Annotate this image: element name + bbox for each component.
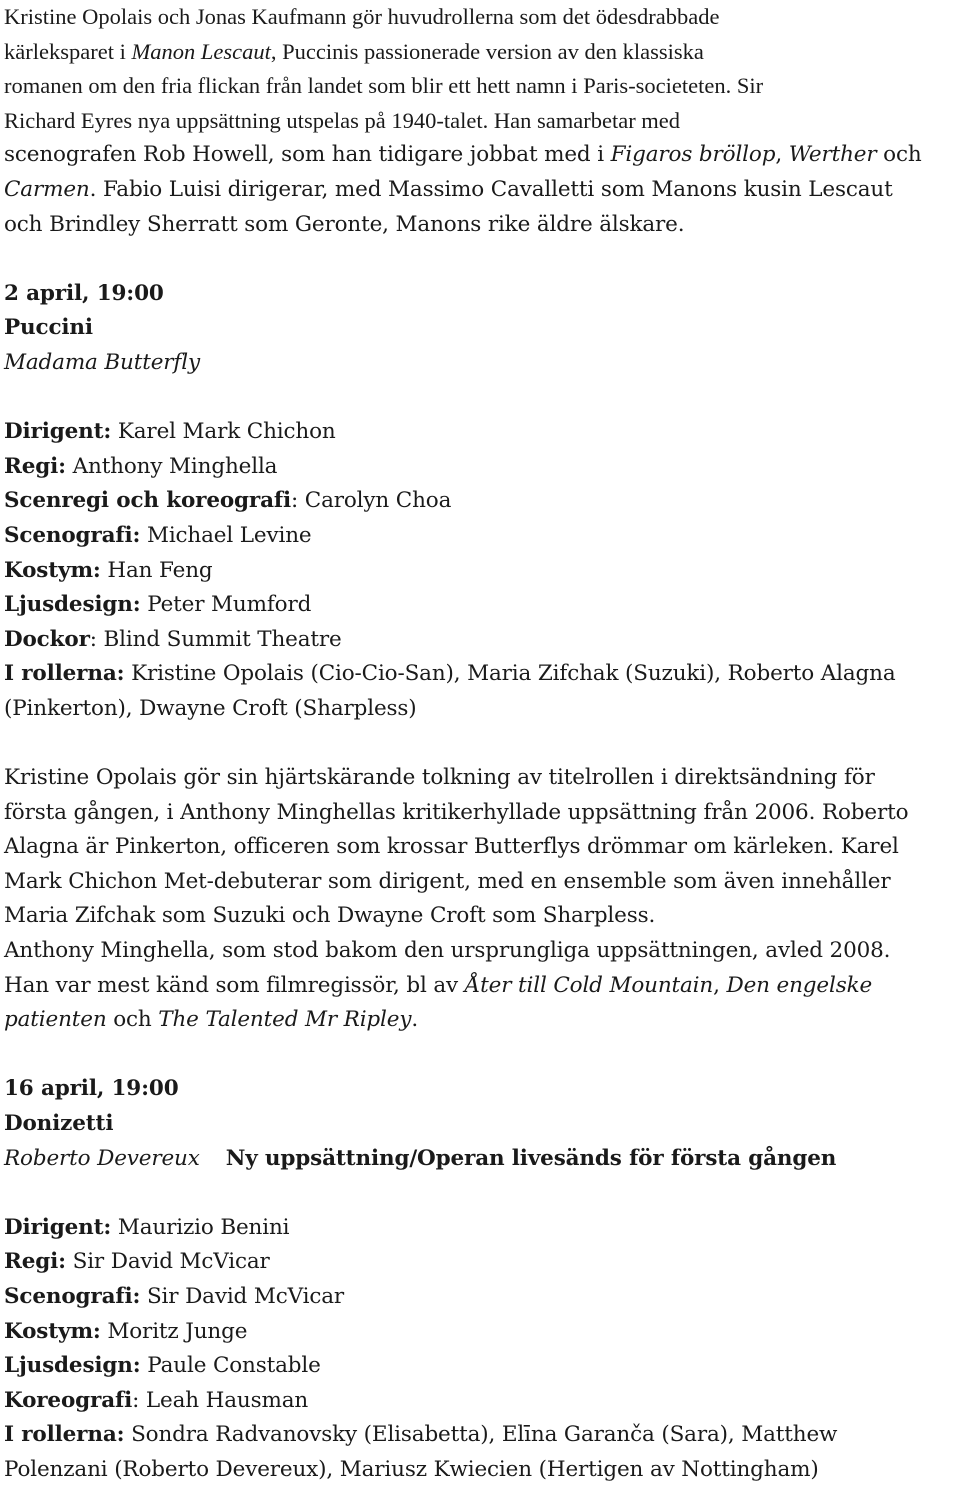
credit-line-cont: (Pinkerton), Dwayne Croft (Sharpless)	[4, 695, 417, 721]
credit-line	[4, 1418, 960, 1453]
text: ,	[713, 972, 727, 998]
credit-line-cont: Polenzani (Roberto Devereux), Mariusz Kwiecien (Hertigen av Nottingham)	[4, 1456, 819, 1482]
credit-label: I rollerna:	[4, 661, 125, 687]
desc-line	[4, 969, 960, 1004]
credit-value: : Blind Summit Theatre	[89, 626, 342, 652]
credit-value: Paule Constable	[140, 1353, 321, 1379]
credit-label: Kostym:	[4, 1318, 101, 1344]
credit-value: Maurizio Benini	[111, 1214, 290, 1240]
opera-title: Figaros bröllop	[610, 142, 776, 168]
intro-paragraph	[4, 0, 960, 242]
credit-label: Ljusdesign:	[4, 592, 141, 618]
intro-line	[4, 35, 960, 70]
credit-line	[4, 1349, 960, 1384]
intro-line	[4, 138, 960, 173]
credit-line	[4, 1315, 960, 1350]
credits-list	[4, 1211, 960, 1488]
film-title: Åter till Cold Mountain	[464, 972, 714, 998]
desc-line: Anthony Minghella, som stod bakom den ursprungliga uppsättningen, avled 2008.	[4, 938, 891, 964]
credit-line	[4, 588, 960, 623]
opera-title: Carmen	[4, 176, 90, 202]
credit-value: Sondra Radvanovsky (Elisabetta), Elīna Garanča (Sara), Matthew	[124, 1422, 838, 1448]
film-title: patienten	[4, 1007, 107, 1033]
credit-value: Kristine Opolais (Cio-Cio-San), Maria Zifchak (Suzuki), Roberto Alagna	[124, 661, 896, 687]
credit-value: Karel Mark Chichon	[111, 419, 336, 445]
date-text: 2 april, 19:00	[4, 280, 164, 306]
credit-line	[4, 1211, 960, 1246]
event-composer	[4, 1107, 960, 1142]
intro-line: romanen om den fria flickan från landet som blir ett hett namn i Paris-societeten. Sir	[4, 73, 764, 99]
film-title: Den engelske	[726, 972, 873, 998]
desc-line: Alagna är Pinkerton, officeren som krossar Butterflys drömmar om kärleken. Karel	[4, 834, 899, 860]
date-text: 16 april, 19:00	[4, 1076, 179, 1102]
credit-line	[4, 519, 960, 554]
intro-line: Richard Eyres nya uppsättning utspelas på 1940-talet. Han samarbetar med	[4, 107, 681, 133]
credit-value: Sir David McVicar	[65, 1249, 270, 1275]
desc-line: Maria Zifchak som Suzuki och Dwayne Croft som Sharpless.	[4, 903, 656, 929]
event-composer	[4, 311, 960, 346]
film-title: The Talented Mr Ripley	[158, 1007, 412, 1033]
credit-label: Scenografi:	[4, 1283, 141, 1309]
desc-line	[4, 1003, 960, 1038]
text: Han var mest känd som filmregissör, bl av	[4, 972, 465, 998]
credit-line	[4, 1245, 960, 1280]
credit-label: Dockor	[4, 626, 90, 652]
credit-line	[4, 657, 960, 692]
event-date	[4, 1072, 960, 1107]
intro-line: Kristine Opolais och Jonas Kaufmann gör huvudrollerna som det ödesdrabbade	[4, 4, 720, 29]
credit-value: : Carolyn Choa	[291, 488, 452, 514]
credit-line	[4, 1280, 960, 1315]
credit-line	[4, 415, 960, 450]
credit-label: I rollerna:	[4, 1422, 125, 1448]
event-title	[4, 346, 960, 381]
text: ,	[775, 142, 789, 168]
credit-label: Scenografi:	[4, 522, 141, 548]
event-madama-butterfly	[4, 277, 960, 1038]
credit-value: Anthony Minghella	[65, 453, 278, 479]
credit-label: Regi:	[4, 453, 66, 479]
text: . Fabio Luisi dirigerar, med Massimo Cavalletti som Manons kusin Lescaut	[89, 176, 893, 202]
credit-line	[4, 623, 960, 658]
event-roberto-devereux	[4, 1072, 960, 1487]
title-text: Madama Butterfly	[4, 349, 200, 375]
intro-line	[4, 173, 960, 208]
text: och	[876, 142, 922, 168]
opera-title: Werther	[788, 142, 877, 168]
title-text: Roberto Devereux	[4, 1145, 200, 1171]
credit-value: : Leah Hausman	[132, 1387, 309, 1413]
composer-text: Donizetti	[4, 1111, 114, 1136]
credit-line	[4, 554, 960, 589]
text: kärleksparet i	[4, 38, 132, 64]
credit-label: Scenregi och koreografi	[4, 488, 292, 514]
event-date	[4, 277, 960, 312]
credit-value: Han Feng	[100, 557, 213, 583]
opera-title-manon-lescaut: Manon Lescaut	[131, 38, 271, 64]
credit-label: Ljusdesign:	[4, 1353, 141, 1379]
text: scenografen Rob Howell, som han tidigare jobbat med i	[4, 142, 611, 168]
event-title	[4, 1142, 960, 1177]
text: , Puccinis passionerade version av den klassiska	[270, 38, 704, 64]
intro-line: och Brindley Sherratt som Geronte, Manons rike äldre älskare.	[4, 211, 685, 237]
credit-label: Dirigent:	[4, 419, 112, 445]
event-description	[4, 761, 960, 1038]
desc-line: första gången, i Anthony Minghellas kritikerhyllade uppsättning från 2006. Roberto	[4, 799, 909, 825]
event-tagline: Ny uppsättning/Operan livesänds för första gången	[225, 1145, 837, 1171]
credits-list	[4, 415, 960, 726]
credit-line	[4, 450, 960, 485]
credit-label: Dirigent:	[4, 1214, 112, 1240]
credit-value: Peter Mumford	[140, 592, 312, 618]
credit-label: Regi:	[4, 1249, 66, 1275]
credit-line	[4, 484, 960, 519]
credit-value: Michael Levine	[140, 522, 312, 548]
credit-label: Koreografi	[4, 1387, 133, 1413]
credit-value: Sir David McVicar	[140, 1283, 345, 1309]
desc-line: Kristine Opolais gör sin hjärtskärande tolkning av titelrollen i direktsändning för	[4, 765, 875, 791]
credit-label: Kostym:	[4, 557, 101, 583]
text: och	[106, 1007, 159, 1033]
desc-line: Mark Chichon Met-debuterar som dirigent, med en ensemble som även innehåller	[4, 868, 891, 894]
text: .	[411, 1007, 419, 1033]
credit-value: Moritz Junge	[100, 1318, 248, 1344]
composer-text: Puccini	[4, 315, 93, 341]
credit-line	[4, 1384, 960, 1419]
